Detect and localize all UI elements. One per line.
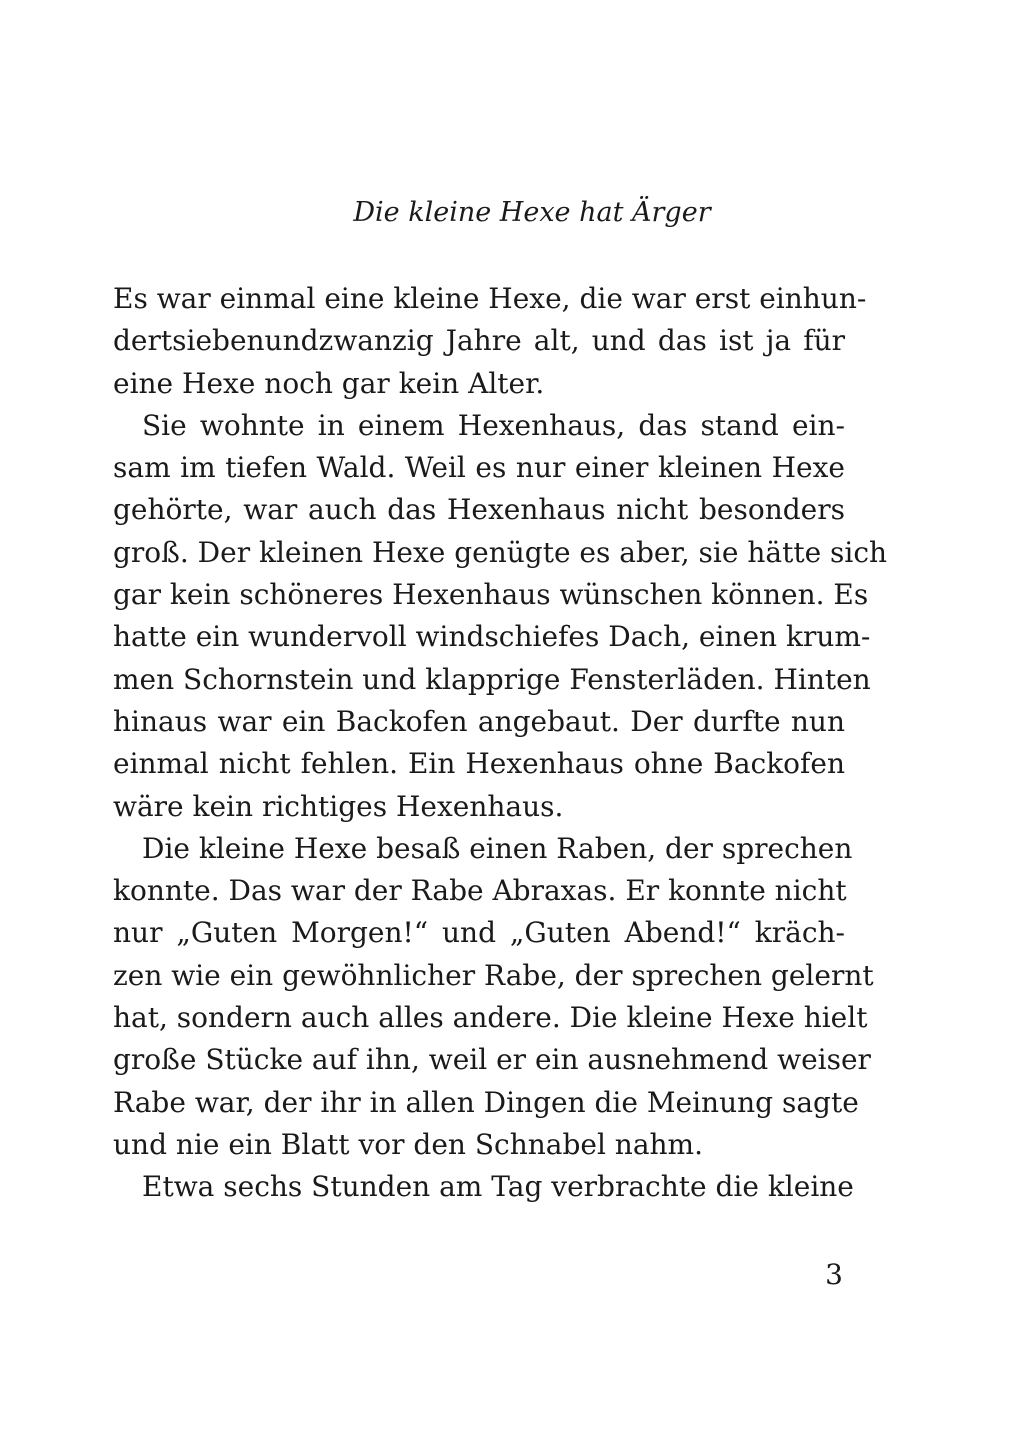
text-line: konnte. Das war der Rabe Abraxas. Er konnte nicht [113, 874, 847, 908]
text-line: groß. Der kleinen Hexe genügte es aber, sie hätte sich [113, 535, 888, 569]
text-line: eine Hexe noch gar kein Alter. [113, 366, 545, 400]
text-line: hinaus war ein Backofen angebaut. Der durfte nun [113, 704, 845, 738]
text-line: dertsiebenundzwanzig Jahre alt, und das ist ja für [113, 324, 845, 358]
page-number: 3 [825, 1258, 843, 1291]
text-line: und nie ein Blatt vor den Schnabel nahm. [113, 1127, 704, 1161]
text-line: Rabe war, der ihr in allen Dingen die Meinung sagte [113, 1085, 859, 1119]
text-line: men Schornstein und klapprige Fensterläden. Hinten [113, 662, 871, 696]
text-line: wäre kein richtiges Hexenhaus. [113, 789, 564, 823]
text-line: sam im tiefen Wald. Weil es nur einer kleinen Hexe [113, 451, 845, 485]
text-line: gehörte, war auch das Hexenhaus nicht besonders [113, 493, 845, 527]
chapter-title: Die kleine Hexe hat Ärger [353, 197, 711, 228]
text-line: einmal nicht fehlen. Ein Hexenhaus ohne Backofen [113, 747, 845, 781]
text-line: hatte ein wundervoll windschiefes Dach, einen krum- [113, 620, 871, 654]
text-line: gar kein schöneres Hexenhaus wünschen können. Es [113, 578, 869, 612]
text-line: Es war einmal eine kleine Hexe, die war erst einhun- [113, 282, 867, 315]
text-line: große Stücke auf ihn, weil er ein ausnehmend weiser [113, 1043, 871, 1077]
body-text [113, 278, 888, 1209]
text-line: nur „Guten Morgen!“ und „Guten Abend!“ kräch- [113, 916, 845, 950]
text-line: Sie wohnte in einem Hexenhaus, das stand ein- [142, 408, 845, 442]
text-line: hat, sondern auch alles andere. Die kleine Hexe hielt [113, 1001, 868, 1035]
text-line: zen wie ein gewöhnlicher Rabe, der sprechen gelernt [113, 958, 874, 992]
text-line: Die kleine Hexe besaß einen Raben, der sprechen [142, 831, 853, 865]
text-line: Etwa sechs Stunden am Tag verbrachte die kleine [142, 1170, 854, 1204]
